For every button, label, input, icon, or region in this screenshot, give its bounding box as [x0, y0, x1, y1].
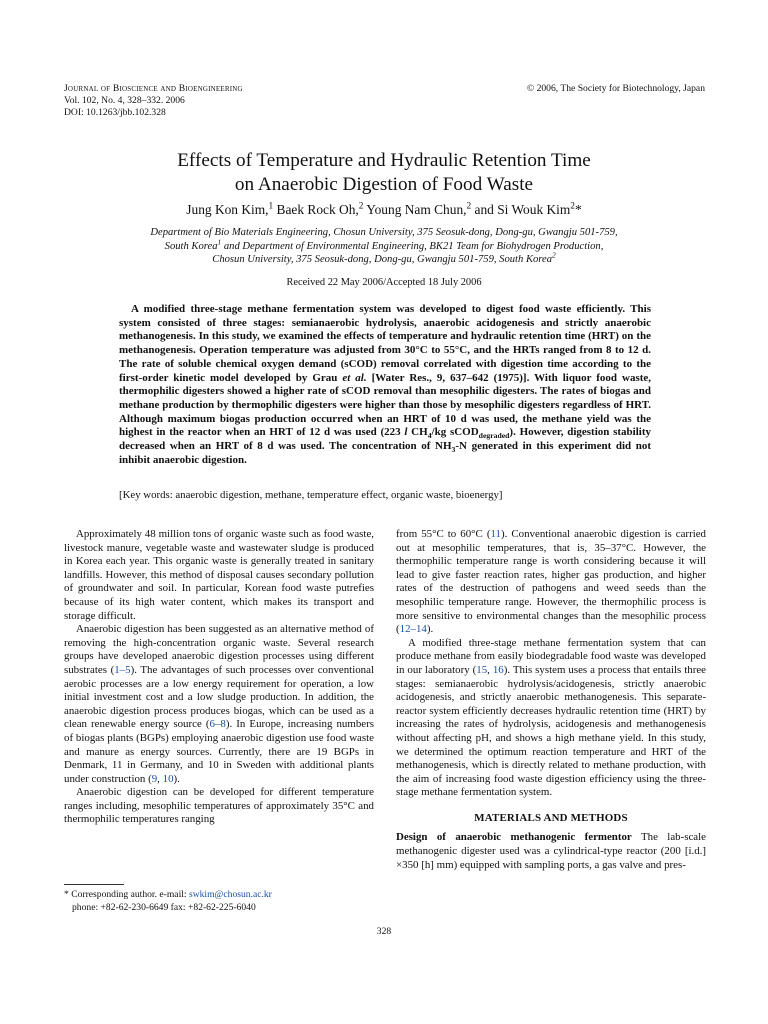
reference-link[interactable]: 6–8: [209, 718, 226, 731]
paper-title: [0, 149, 768, 197]
author-1-affil: 1: [268, 201, 274, 212]
keywords-open: [: [119, 489, 123, 501]
paragraph: Anaerobic digestion can be developed for different temperature ranges including, mesophilic temperatures of approximately 35°C and thermophilic temperatures ranging: [64, 786, 374, 826]
keywords: [119, 489, 659, 501]
text: ,: [157, 772, 163, 785]
text: ,: [487, 663, 493, 676]
reference-link[interactable]: 11: [490, 528, 501, 540]
subsection-heading: Design of anaerobic methanogenic fermentor: [396, 831, 632, 844]
title-line-1: Effects of Temperature and Hydraulic Retention Time: [177, 150, 591, 171]
abstract-degraded: degraded: [478, 431, 510, 441]
author-4: and Si Wouk Kim: [471, 202, 571, 217]
reference-link[interactable]: 10: [162, 772, 174, 785]
text: ). Conventional anaerobic digestion is carried out at mesophilic temperatures, that is, 35–37°C. However, the thermophilic temperature range is worth considering because it will lead to give faster reaction rates, higher gas production, and higher rates of the destruction of pathogens and weed seeds than the mesophilic temperature range. However, the thermophilic process is more sensitive to environmental changes than the mesophilic process (: [396, 528, 706, 636]
abstract-ch4-sub: 4: [427, 431, 432, 441]
received-dates: Received 22 May 2006/Accepted 18 July 2006: [286, 277, 482, 288]
affiliation-sup-1: 1: [217, 236, 222, 246]
author-2-affil: 2: [358, 201, 364, 212]
footnote-line-2: phone: +82-62-230-6649 fax: +82-62-225-6040: [72, 901, 256, 913]
footnote-divider: [64, 884, 124, 885]
right-column: [396, 528, 706, 872]
abstract-kg: /kg sCOD: [431, 426, 479, 439]
affiliation-line-3a: Chosun University, 375 Seosuk-dong, Dong-gu, Gwangju 501-759, South Korea: [212, 254, 553, 265]
author-3-affil: 2: [466, 201, 472, 212]
abstract-part-1: A modified three-stage methane fermentation system was developed to digest food waste efficiently. This system consisted of three stages: semianaerobic hydrolysis, anaerobic acidogenesis and strictly anaerobic methanogenesis. In this study, we examined the effects of temperature and hydraulic retention time (HRT) on the methanogenesis. Operation temperature was adjusted from 30°C to 55°C, and the HRTs ranged from 8 to 12 d. The rate of soluble chemical oxygen demand (sCOD) removal correlated with digestion time according to the first-order kinetic model developed by Grau: [119, 303, 651, 384]
text: The lab-scale methanogenic digester used was a cylindrical-type reactor (200 [i.d.] ×350 [h] mm) equipped with sampling ports, a gas valve and pres-: [396, 831, 706, 871]
doi: DOI: 10.1263/jbb.102.328: [64, 107, 166, 118]
left-column: [64, 528, 374, 827]
keywords-text: anaerobic digestion, methane, temperature effect, organic waste, bioenergy]: [172, 489, 503, 501]
author-2: Baek Rock Oh,: [273, 202, 359, 217]
reference-link[interactable]: 15: [476, 663, 488, 676]
journal-name: Journal of Bioscience and Bioengineering: [64, 83, 243, 94]
abstract-unit-l: l: [404, 426, 408, 439]
reference-link[interactable]: 1–5: [114, 663, 131, 676]
page-number: 328: [376, 926, 392, 937]
paragraph: [64, 623, 374, 786]
paragraph: Approximately 48 million tons of organic waste such as food waste, livestock manure, vegetable waste and wastewater sludge is produced in Korea each year. This organic waste is generally treated in sanitary landfills. However, this method of disposal causes secondary pollution of groundwater and soil. In particular, Korean food waste putrefies because of its high water content, which makes its transport and storage difficult.: [64, 528, 374, 622]
journal-header: [64, 83, 243, 119]
affiliation-line-2b: and Department of Environmental Engineering, BK21 Team for Biohydrogen Production,: [221, 240, 604, 252]
author-3: Young Nam Chun,: [363, 202, 467, 217]
affiliation-line-2a: South Korea: [164, 240, 218, 252]
section-heading: MATERIALS AND METHODS: [474, 811, 628, 824]
copyright: © 2006, The Society for Biotechnology, Japan: [526, 83, 705, 94]
text: ).: [426, 623, 434, 636]
author-4-affil: 2: [570, 201, 575, 212]
abstract-etal: et al.: [342, 371, 367, 384]
corresponding-star: *: [574, 202, 582, 217]
text: * Corresponding author. e-mail:: [64, 889, 189, 900]
footnote: [64, 889, 272, 914]
author-list: [0, 202, 768, 218]
text: ). In Europe, increasing numbers of biogas plants (BGPs) employing anaerobic digestion use food waste and manure as energy sources. Currently, there are 19 BGPs in Denmark, 11 in Germany, and 10 in Sweden with additional plants under construction (: [64, 718, 374, 785]
footnote-line-1: [64, 889, 272, 902]
paragraph: [396, 637, 706, 800]
affiliation-sup-2: 2: [552, 250, 556, 260]
abstract: [119, 303, 651, 467]
affiliation-line-2: [0, 236, 768, 254]
email-link[interactable]: swkim@chosun.ac.kr: [188, 889, 272, 900]
reference-link[interactable]: 12–14: [399, 623, 427, 636]
affiliations: [0, 226, 768, 267]
author-1: Jung Kon Kim,: [186, 202, 269, 217]
volume-info: Vol. 102, No. 4, 328–332. 2006: [64, 95, 185, 106]
text: from 55°C to 60°C (: [396, 528, 491, 540]
abstract-part-2: [Water Res., 9, 637–642 (1975)]. With liquor food waste, thermophilic digesters showed a higher rate of sCOD removal than mesophilic digesters. The rates of biogas and methane production by thermophilic digesters were higher than those by mesophilic digesters regardless of HRT. Although maximum biogas production occurred when an HRT of 10 d was used, the methane yield was the highest in the reactor when an HRT of 12 d was used (223: [119, 371, 652, 439]
abstract-part-4: -N generated in this experiment did not inhibit anaerobic digestion.: [119, 440, 651, 466]
text: ). This system uses a process that entails three stages: semianaerobic hydrolysis/acidogenesis, strictly anaerobic acidogenesis, and strictly anaerobic methanogenesis. This separate-reactor system efficiently decreases hydraulic retention time (HRT) by increasing the rates of hydrolysis, acidogenesis and methanogenesis without affecting pH, and shows a high methane yield. In this study, we determined the optimum reaction temperature and HRT of the methanogenesis, which is directly related to methane production, with the aim of increasing food waste digestion efficiency using the three-stage methane fermentation system.: [396, 663, 706, 799]
abstract-nh3-sub: 3: [451, 445, 456, 455]
paragraph: [396, 528, 706, 637]
affiliation-line-1: Department of Bio Materials Engineering, Chosun University, 375 Seosuk-dong, Dong-gu, Gwangju 501-759,: [150, 227, 618, 238]
paragraph: [396, 831, 706, 872]
keywords-label: Key words:: [122, 489, 173, 501]
affiliation-line-3: [0, 250, 768, 267]
text: Anaerobic digestion has been suggested as an alternative method of removing the high-concentration organic waste. Several research groups have developed anaerobic digestion processes using different substrates (: [64, 623, 374, 676]
abstract-ch4: CH: [407, 426, 428, 439]
title-line-2: on Anaerobic Digestion of Food Waste: [234, 174, 534, 195]
text: ). The advantages of such processes over conventional aerobic processes are a low energy requirement for operation, a low initial investment cost and a low sludge production. In addition, the anaerobic digestion process produces biogas, which can be used as a clean renewable energy source (: [64, 663, 374, 731]
abstract-part-3: ). However, digestion stability decreased when an HRT of 8 d was used. The concentration of NH: [119, 426, 652, 453]
reference-link[interactable]: 16: [492, 663, 504, 676]
text: ).: [173, 772, 180, 785]
text: A modified three-stage methane fermentation system that can produce methane from easily biodegradable food waste was developed in our laboratory (: [396, 636, 706, 676]
reference-link[interactable]: 9: [151, 772, 158, 785]
